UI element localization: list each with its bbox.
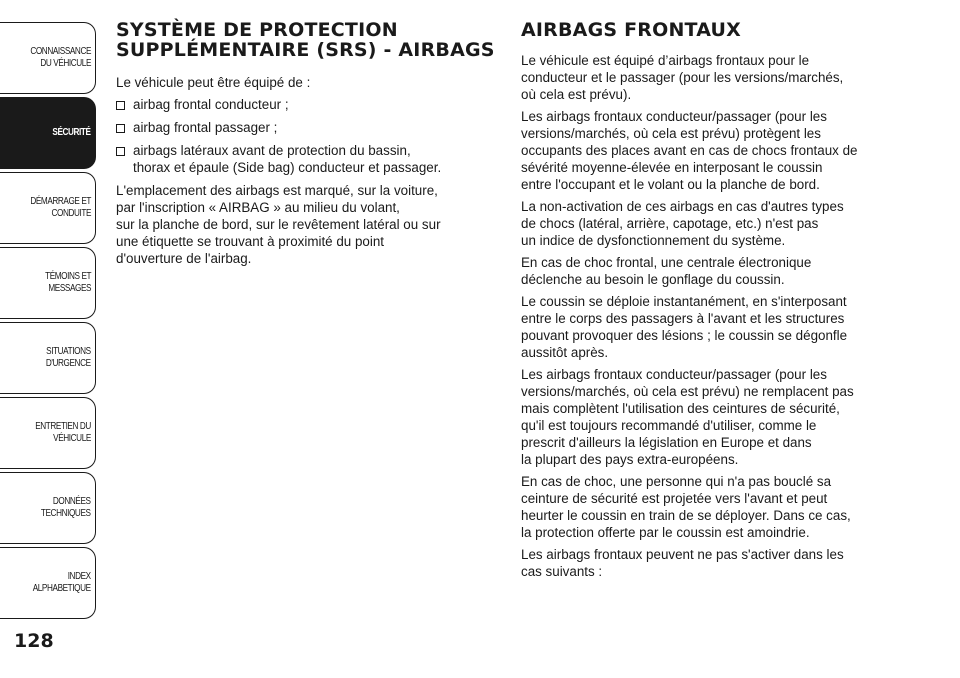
list-item-text: airbag frontal passager ; bbox=[133, 120, 278, 135]
list-item-text: airbags latéraux avant de protection du bassin, thorax et épaule (Side bag) conducteur et passager. bbox=[133, 143, 442, 175]
airbag-list bbox=[116, 96, 500, 176]
tab-label: DÉMARRAGE ET CONDUITE bbox=[30, 196, 91, 219]
tab-connaissance-du-vehicule[interactable] bbox=[0, 22, 96, 94]
body-paragraph: Les airbags frontaux peuvent ne pas s'activer dans les cas suivants : bbox=[521, 547, 844, 579]
list-item bbox=[116, 142, 500, 176]
list-item-text: airbag frontal conducteur ; bbox=[133, 97, 289, 112]
body-paragraph: Le coussin se déploie instantanément, en s'interposant entre le corps des passagers à l'avant et les structures pouvant provoquer des lésions ; le coussin se dégonfle aussitôt après. bbox=[521, 294, 848, 360]
checkbox-bullet-icon bbox=[116, 147, 125, 156]
tab-label: ENTRETIEN DU VÉHICULE bbox=[35, 421, 91, 444]
body-paragraph: En cas de choc, une personne qui n'a pas bouclé sa ceinture de sécurité est projetée vers l'avant et peut heurter le coussin en train de se déployer. Dans ce cas, la protection offerte par le coussin est amoindrie. bbox=[521, 474, 851, 540]
body-paragraph: Les airbags frontaux conducteur/passager (pour les versions/marchés, où cela est prévu) protègent les occupants des places avant en cas de chocs frontaux de sévérité moyenne-élevée en interposant le coussin entre l'occupant et le volant ou la planche de bord. bbox=[521, 109, 858, 192]
tab-label: SÉCURITÉ bbox=[52, 127, 91, 138]
section-title: SYSTÈME DE PROTECTION SUPPLÉMENTAIRE (SRS) - AIRBAGS bbox=[116, 19, 495, 61]
tab-securite[interactable] bbox=[0, 97, 96, 169]
right-column bbox=[521, 20, 913, 585]
tab-label: DONNÉES TECHNIQUES bbox=[41, 496, 91, 519]
tab-situations-d-urgence[interactable] bbox=[0, 322, 96, 394]
section-title: AIRBAGS FRONTAUX bbox=[521, 19, 742, 41]
intro-text: Le véhicule peut être équipé de : bbox=[116, 75, 311, 90]
tab-demarrage-et-conduite[interactable] bbox=[0, 172, 96, 244]
tab-index-alphabetique[interactable] bbox=[0, 547, 96, 619]
list-item bbox=[116, 119, 500, 136]
tab-label: SITUATIONS D'URGENCE bbox=[46, 346, 91, 369]
chapter-tabs bbox=[0, 22, 100, 622]
tab-label: CONNAISSANCE DU VÉHICULE bbox=[30, 46, 91, 69]
list-item bbox=[116, 96, 500, 113]
location-paragraph: L'emplacement des airbags est marqué, sur la voiture, par l'inscription « AIRBAG » au milieu du volant, sur la planche de bord, sur le revêtement latéral ou sur une étiquette se trouvant à proximité du point d'ouverture de l'airbag. bbox=[116, 183, 441, 266]
body-paragraph: Le véhicule est équipé d’airbags frontaux pour le conducteur et le passager (pour les versions/marchés, où cela est prévu). bbox=[521, 53, 844, 102]
body-paragraph: En cas de choc frontal, une centrale électronique déclenche au besoin le gonflage du coussin. bbox=[521, 255, 812, 287]
tab-donnees-techniques[interactable] bbox=[0, 472, 96, 544]
tab-label: TÉMOINS ET MESSAGES bbox=[44, 271, 91, 294]
tab-temoins-et-messages[interactable] bbox=[0, 247, 96, 319]
body-paragraph: Les airbags frontaux conducteur/passager (pour les versions/marchés, où cela est prévu) ne remplacent pas mais complètent l'utilisation des ceintures de sécurité, qu'il est toujours recommandé d'utiliser, comme le prescrit d'ailleurs la législation en Europe et dans la plupart des pays extra-européens. bbox=[521, 367, 854, 467]
checkbox-bullet-icon bbox=[116, 124, 125, 133]
body-paragraph: La non-activation de ces airbags en cas d'autres types de chocs (latéral, arrière, capotage, etc.) n'est pas un indice de dysfonctionnement du système. bbox=[521, 199, 844, 248]
tab-label: INDEX ALPHABETIQUE bbox=[33, 571, 91, 594]
page-number: 128 bbox=[14, 630, 54, 652]
left-column bbox=[116, 20, 500, 272]
checkbox-bullet-icon bbox=[116, 101, 125, 110]
tab-entretien-du-vehicule[interactable] bbox=[0, 397, 96, 469]
